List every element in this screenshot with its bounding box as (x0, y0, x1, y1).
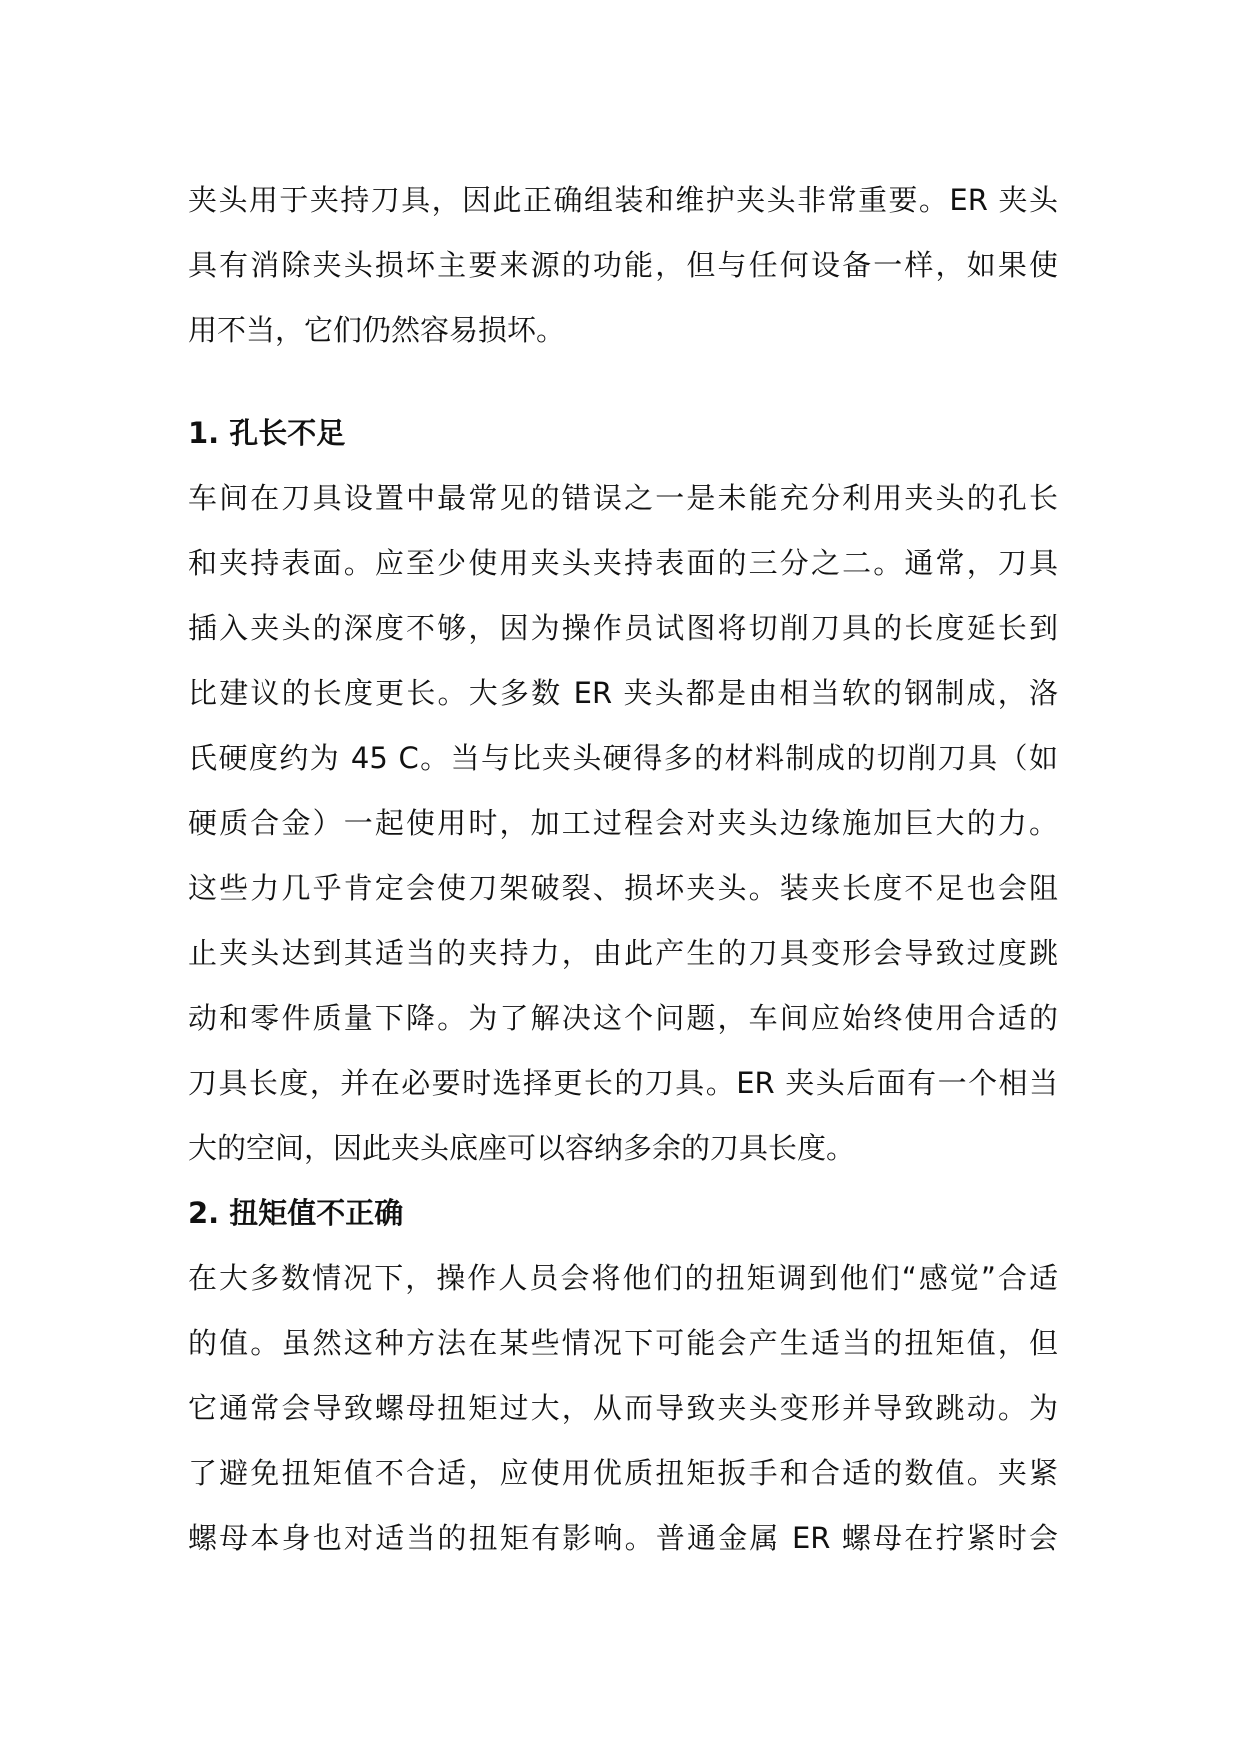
paragraph-line: 这些力几乎肯定会使刀架破裂、损坏夹头。装夹长度不足也会阻 (188, 871, 1058, 905)
paragraph-line: 止夹头达到其适当的夹持力，由此产生的刀具变形会导致过度跳 (188, 936, 1058, 970)
section-heading-2: 2. 扭矩值不正确 (188, 1196, 404, 1230)
document-body (188, 168, 1058, 1571)
paragraph-line: 和夹持表面。应至少使用夹头夹持表面的三分之二。通常，刀具 (188, 546, 1058, 580)
paragraph-line: 比建议的长度更长。大多数 ER 夹头都是由相当软的钢制成，洛 (188, 676, 1058, 710)
paragraph-line: 车间在刀具设置中最常见的错误之一是未能充分利用夹头的孔长 (188, 481, 1058, 515)
paragraph-line: 氏硬度约为 45 C。当与比夹头硬得多的材料制成的切削刀具（如 (188, 741, 1058, 775)
section-heading-1: 1. 孔长不足 (188, 416, 346, 450)
paragraph-line: 具有消除夹头损坏主要来源的功能，但与任何设备一样，如果使 (188, 248, 1058, 282)
paragraph-line: 夹头用于夹持刀具，因此正确组装和维护夹头非常重要。ER 夹头 (188, 183, 1058, 217)
paragraph-line: 大的空间，因此夹头底座可以容纳多余的刀具长度。 (188, 1131, 856, 1165)
paragraph-line: 它通常会导致螺母扭矩过大，从而导致夹头变形并导致跳动。为 (188, 1391, 1058, 1425)
paragraph-line: 了避免扭矩值不合适，应使用优质扭矩扳手和合适的数值。夹紧 (188, 1456, 1058, 1490)
paragraph-line: 插入夹头的深度不够，因为操作员试图将切削刀具的长度延长到 (188, 611, 1058, 645)
paragraph-line: 硬质合金）一起使用时，加工过程会对夹头边缘施加巨大的力。 (188, 806, 1058, 840)
paragraph-line: 在大多数情况下，操作人员会将他们的扭矩调到他们“感觉”合适 (188, 1261, 1058, 1295)
section-1-paragraph (188, 466, 1058, 1181)
intro-paragraph (188, 168, 1058, 363)
paragraph-line: 用不当，它们仍然容易损坏。 (188, 313, 566, 347)
paragraph-line: 刀具长度，并在必要时选择更长的刀具。ER 夹头后面有一个相当 (188, 1066, 1058, 1100)
paragraph-line: 的值。虽然这种方法在某些情况下可能会产生适当的扭矩值，但 (188, 1326, 1058, 1360)
paragraph-line: 动和零件质量下降。为了解决这个问题，车间应始终使用合适的 (188, 1001, 1058, 1035)
paragraph-line: 螺母本身也对适当的扭矩有影响。普通金属 ER 螺母在拧紧时会 (188, 1521, 1058, 1555)
section-2-paragraph (188, 1246, 1058, 1571)
